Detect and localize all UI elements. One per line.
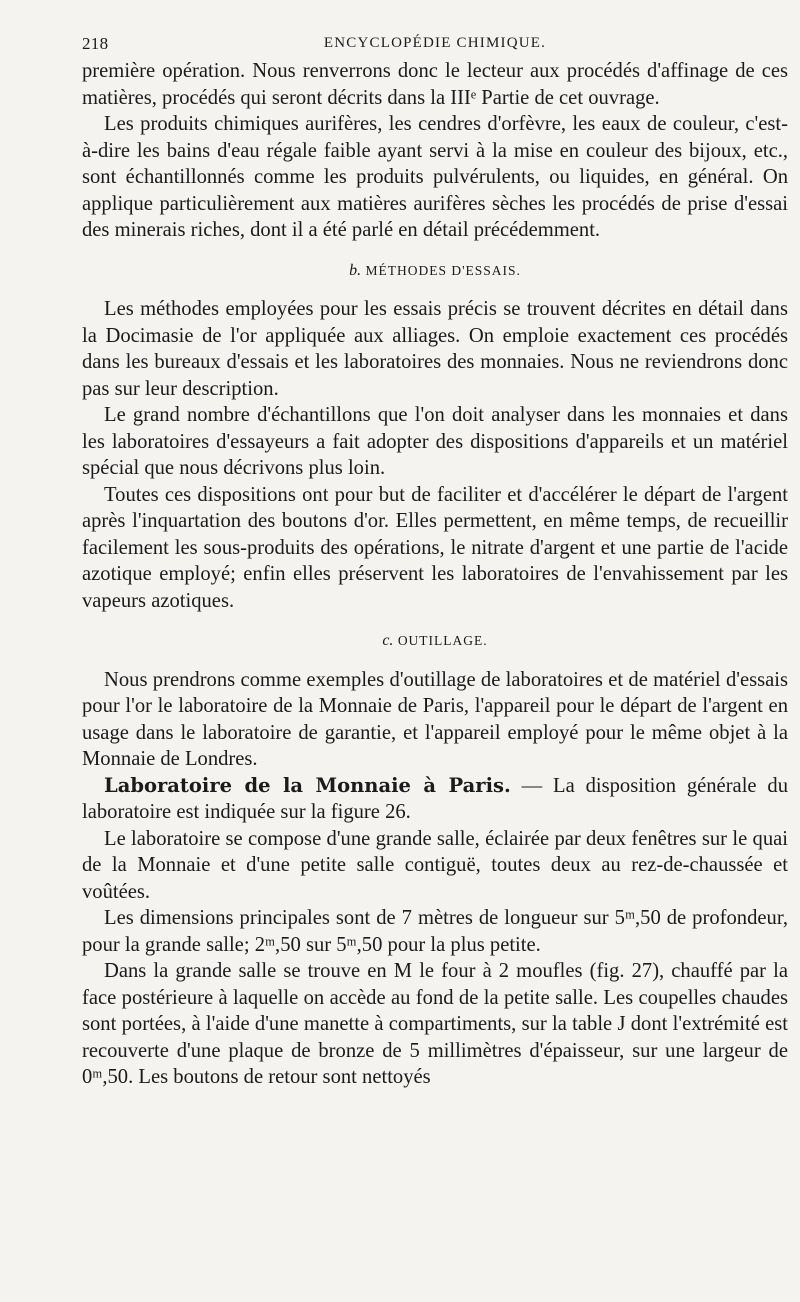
paragraph-7-text: — La disposition générale du laboratoire est indiquée sur la figure 26. — [82, 774, 788, 823]
paragraph-1: première opération. Nous renverrons donc le lecteur aux procédés d'affinage de ces matières, procédés qui seront décrits dans la IIIᵉ Partie de cet ouvrage. — [82, 60, 788, 109]
section-title-b: MÉTHODES D'ESSAIS. — [365, 262, 521, 278]
section-letter-b: b. — [349, 261, 362, 279]
paragraph-6: Nous prendrons comme exemples d'outillage de laboratoires et de matériel d'essais pour l'or le laboratoire de la Monnaie de Paris, l'appareil pour le départ de l'argent en usage dans le laboratoire de garantie, et l'appareil employé pour le même objet à la Monnaie de Londres. — [82, 668, 788, 770]
run-in-heading: Laboratoire de la Monnaie à Paris. — [104, 773, 511, 797]
paragraph-7 — [82, 773, 788, 826]
paragraph-4: Le grand nombre d'échantillons que l'on doit analyser dans les monnaies et dans les laboratoires d'essayeurs a fait adopter des dispositions d'appareils et un matériel spécial que nous décrivons plus loin. — [82, 404, 788, 479]
paragraph-10: Dans la grande salle se trouve en M le four à 2 moufles (fig. 27), chauffé par la face postérieure à laquelle on accède au fond de la petite salle. Les coupelles chaudes sont portées, à l'aide d'une manette à compartiments, sur la table J dont l'extrémité est recouverte d'une plaque de bronze de 5 millimètres d'épaisseur, sur une largeur de 0ᵐ,50. Les boutons de retour sont nettoyés — [82, 960, 788, 1088]
section-heading-b — [82, 258, 788, 285]
section-letter-c: c. — [382, 632, 394, 649]
page-header — [82, 34, 788, 58]
paragraph-2: Les produits chimiques aurifères, les cendres d'orfèvre, les eaux de couleur, c'est-à-dire les bains d'eau régale faible ayant servi à la mise en couleur des bijoux, etc., sont échantillonnés comme les produits pulvérulents, ou liquides, en général. On applique particulièrement aux matières aurifères sèches les procédés de prise d'essai des minerais riches, dont il a été parlé en détail précédemment. — [82, 113, 788, 241]
paragraph-5: Toutes ces dispositions ont pour but de faciliter et d'accélérer le départ de l'argent après l'inquartation des boutons d'or. Elles permettent, en même temps, de recueillir facilement les sous-produits des opérations, le nitrate d'argent et une partie de l'acide azotique employé; enfin elles préservent les laboratoires de l'envahissement par les vapeurs azotiques. — [82, 483, 788, 612]
document-page — [82, 34, 788, 1091]
paragraph-9: Les dimensions principales sont de 7 mètres de longueur sur 5ᵐ,50 de profondeur, pour la grande salle; 2ᵐ,50 sur 5ᵐ,50 pour la plus petite. — [82, 907, 788, 956]
running-title: ENCYCLOPÉDIE CHIMIQUE. — [323, 35, 547, 51]
body-text — [82, 58, 788, 1091]
section-title-c: OUTILLAGE. — [397, 633, 488, 648]
paragraph-3: Les méthodes employées pour les essais précis se trouvent décrites en détail dans la Docimasie de l'or appliquée aux alliages. On emploie exactement ces procédés dans les bureaux d'essais et les laboratoires des monnaies. Nous ne reviendrons donc pas sur leur description. — [82, 298, 788, 400]
page-number: 218 — [82, 34, 109, 53]
paragraph-8: Le laboratoire se compose d'une grande salle, éclairée par deux fenêtres sur le quai de la Monnaie et d'une petite salle contiguë, toutes deux au rez-de-chaussée et voûtées. — [82, 827, 788, 903]
section-heading-c — [82, 628, 788, 655]
